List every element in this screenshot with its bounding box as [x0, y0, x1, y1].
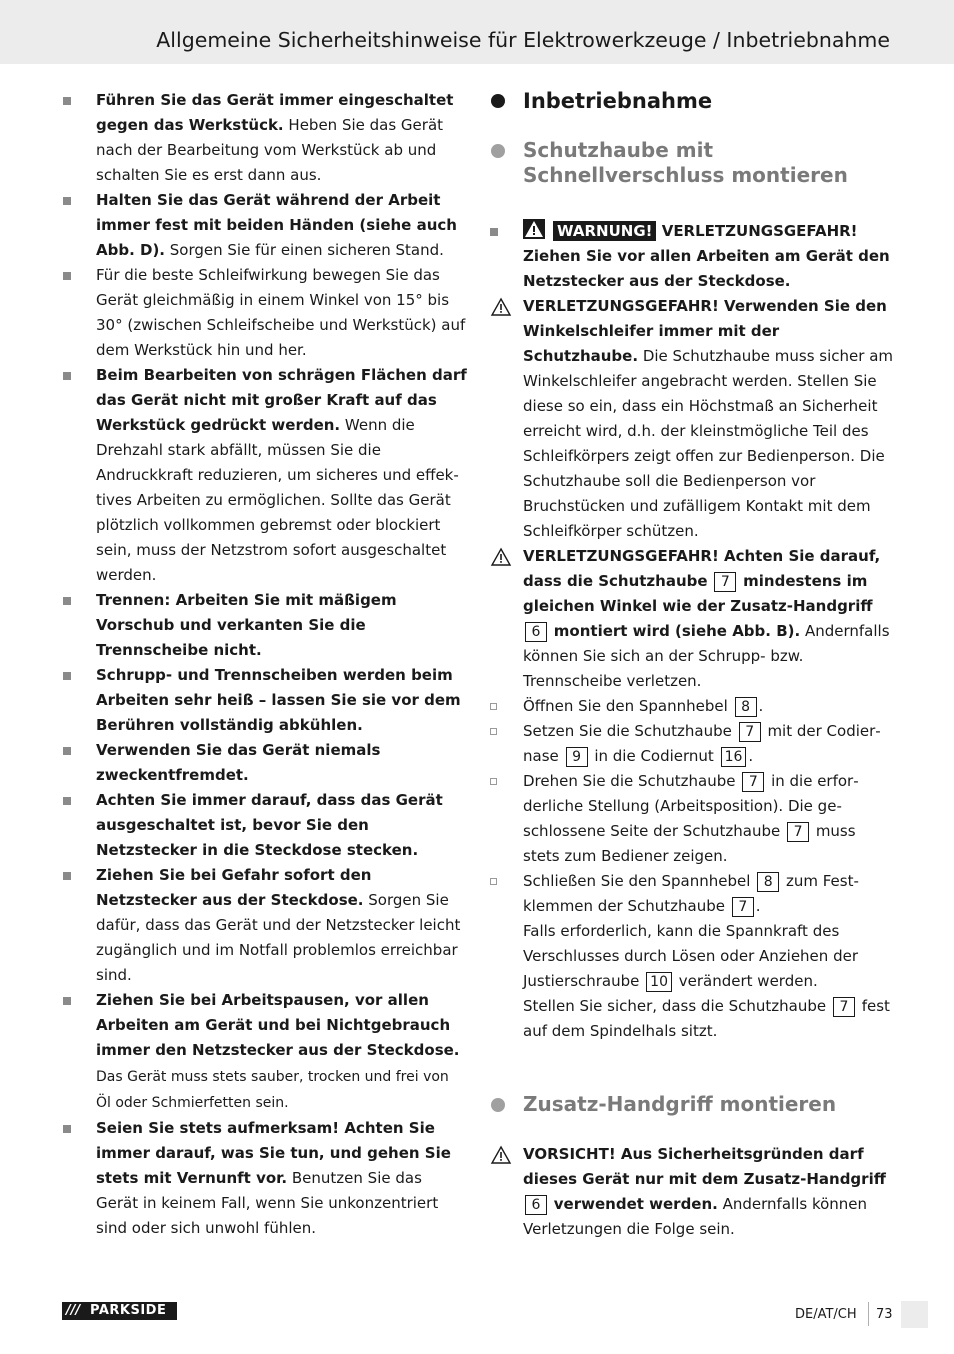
left-column: [63, 88, 468, 1241]
safety-list-item: [63, 788, 468, 863]
item-bold-text: Trennen: Arbeiten Sie mit mäßigem Vorschub und verkanten Sie die Trennscheibe nicht.: [96, 591, 397, 659]
square-bullet: [63, 597, 71, 605]
step-text: zum Festklemmen der Schutzhaube: [523, 872, 859, 915]
section-heading-schutzhaube: [490, 138, 895, 188]
item-text: Heben Sie das Gerät nach der Bearbeitung vom Werkstück ab und schalten Sie es erst dann aus.: [96, 116, 444, 184]
part-ref: 7: [833, 997, 855, 1017]
step-item: [490, 769, 895, 869]
parkside-logo: [62, 1302, 177, 1320]
logo-text: PARKSIDE: [90, 1303, 167, 1318]
item-bold-text: Ziehen Sie bei Arbeitspausen, vor allen Arbeiten am Gerät und bei Nichtgebrauch immer den Netzstecker aus der Steckdose.: [96, 991, 460, 1059]
square-bullet: [63, 872, 71, 880]
item-text: Sorgen Sie dafür, dass das Gerät und der Netzstecker leicht zugänglich und im Notfall problemlos erreichbar sind.: [96, 891, 461, 984]
logo-slashes: ///: [66, 1303, 81, 1318]
part-ref: 9: [566, 747, 588, 767]
warning-text: VERLETZUNGSGEFAHR! Achten Sie darauf, dass die Schutzhaube: [523, 547, 881, 590]
footer-divider: [868, 1302, 869, 1326]
part-ref: 7: [739, 722, 761, 742]
step-item: [490, 869, 895, 1044]
safety-list-item: [63, 663, 468, 738]
page-number: 73: [876, 1307, 893, 1322]
warning-body: Andernfalls können Verletzungen die Folge sein.: [523, 1195, 868, 1238]
square-bullet: [63, 97, 71, 105]
bullet-dot: [491, 144, 505, 158]
safety-list-item: [63, 1116, 468, 1241]
step-text: .: [758, 697, 764, 715]
page-title: Allgemeine Sicherheitshinweise für Elektrowerkzeuge / Inbetriebnahme: [156, 28, 890, 52]
warning-text: VORSICHT! Aus Sicherheitsgründen darf dieses Gerät nur mit dem Zusatz-Handgriff: [523, 1145, 886, 1188]
item-bold-text: Ziehen Sie bei Gefahr sofort den Netzstecker aus der Steckdose.: [96, 866, 372, 909]
safety-list-item: [63, 738, 468, 788]
item-bold-text: Führen Sie das Gerät immer eingeschaltet gegen das Werkstück.: [96, 91, 454, 134]
heading-text: Zusatz-Handgriff montieren: [523, 1092, 837, 1116]
step-text: mit der Codiernase: [523, 722, 881, 765]
warning-body: Andernfalls können Sie sich an der Schrupp- bzw. Trennscheibe verletzen.: [523, 622, 890, 690]
warning-item: [490, 219, 895, 294]
bullet-dot: [491, 94, 505, 108]
safety-list-item: [63, 188, 468, 263]
warning-text: mindestens im gleichen Winkel wie der Zusatz-Handgriff: [523, 572, 873, 615]
item-bold-text: Beim Bearbeiten von schrägen Flächen darf das Gerät nicht mit großer Kraft auf das Werkstück gedrückt werden.: [96, 366, 467, 434]
warning-badge: WARNUNG!: [553, 221, 656, 241]
part-ref: 6: [525, 1195, 547, 1215]
item-text: Sorgen Sie für einen sicheren Stand.: [165, 241, 444, 259]
part-ref: 7: [732, 897, 754, 917]
section-heading-zusatz-handgriff: [490, 1092, 895, 1117]
safety-list-item: [63, 363, 468, 588]
step-text: Falls erforderlich, kann die Spannkraft des Verschlusses durch Lösen oder Anziehen der Justierschraube: [523, 922, 858, 990]
warning-item: [490, 1142, 895, 1242]
warning-triangle-icon: [523, 219, 545, 239]
right-column: [490, 88, 895, 1242]
square-bullet: [63, 197, 71, 205]
step-text: muss stets zum Bediener zeigen.: [523, 822, 856, 865]
safety-list-item: [63, 588, 468, 663]
step-text: .: [748, 747, 754, 765]
warning-text: VERLETZUNGSGEFAHR! Ziehen Sie vor allen Arbeiten am Gerät den Netzstecker aus der Steckdose.: [523, 222, 890, 290]
language-codes: DE/AT/CH: [795, 1307, 857, 1322]
square-bullet: [63, 372, 71, 380]
checkbox-bullet: [490, 703, 497, 710]
item-bold-text: Halten Sie das Gerät während der Arbeit immer fest mit beiden Händen (siehe auch Abb. D).: [96, 191, 457, 259]
square-bullet: [63, 672, 71, 680]
item-text: Wenn die Drehzahl stark abfällt, müssen Sie die Andruckkraft reduzieren, um sicheres und effektives Arbeiten zu ermöglichen. Sollte das Gerät plötzlich vollkommen gebremst oder blockiert sein, muss der Netzstrom sofort ausgeschaltet werden.: [96, 416, 459, 584]
safety-list-item: [63, 88, 468, 188]
step-item: [490, 694, 895, 719]
item-text: Das Gerät muss stets sauber, trocken und frei von Öl oder Schmierfetten sein.: [96, 1069, 449, 1111]
item-text: Für die beste Schleifwirkung bewegen Sie das Gerät gleichmäßig in einem Winkel von 15° bis 30° (zwischen Schleifscheibe und Werkstück) auf dem Werkstück hin und her.: [96, 266, 466, 359]
section-heading-inbetriebnahme: [490, 88, 895, 114]
item-bold-text: Achten Sie immer darauf, dass das Gerät ausgeschaltet ist, bevor Sie den Netzstecker in die Steckdose stecken.: [96, 791, 443, 859]
part-ref: 16: [721, 747, 747, 767]
checkbox-bullet: [490, 878, 497, 885]
step-item: [490, 719, 895, 769]
step-text: verändert werden.: [678, 972, 818, 990]
item-bold-text: Seien Sie stets aufmerksam! Achten Sie immer darauf, was Sie tun, und gehen Sie stets mit Vernunft vor.: [96, 1119, 451, 1187]
part-ref: 8: [735, 697, 757, 717]
warning-triangle-icon: [490, 1145, 512, 1165]
checkbox-bullet: [490, 728, 497, 735]
part-ref: 7: [787, 822, 809, 842]
step-text: Stellen Sie sicher, dass die Schutzhaube: [523, 997, 827, 1015]
warning-text: VERLETZUNGSGEFAHR! Verwenden Sie den Winkelschleifer immer mit der Schutzhaube.: [523, 297, 887, 365]
step-text: Öffnen Sie den Spannhebel: [523, 697, 728, 715]
warning-body: Die Schutzhaube muss sicher am Winkelschleifer angebracht werden. Stellen Sie diese so ein, dass ein Höchstmaß an Sicherheit erreicht wird, d.h. der kleinstmögliche Teil des Schleifkörpers zeigt offen zur Bedienperson. Die Schutzhaube soll die Bedienperson vor Bruchstücken und zufälligem Kontakt mit dem Schleifkörper schützen.: [523, 347, 894, 540]
safety-list-item: [63, 863, 468, 988]
step-text: fest auf dem Spindelhals sitzt.: [523, 997, 890, 1040]
page-header: [0, 0, 954, 64]
square-bullet: [63, 272, 71, 280]
step-text: Schließen Sie den Spannhebel: [523, 872, 751, 890]
item-text: Benutzen Sie das Gerät in keinem Fall, wenn Sie unkonzentriert sind oder sich unwohl fühlen.: [96, 1169, 439, 1237]
square-bullet: [63, 797, 71, 805]
step-text: in die erforderliche Stellung (Arbeitsposition). Die geschlossene Seite der Schutzhaube: [523, 772, 859, 840]
warning-text: montiert wird (siehe Abb. B).: [553, 622, 801, 640]
square-bullet: [63, 997, 71, 1005]
item-bold-text: Verwenden Sie das Gerät niemals zweckentfremdet.: [96, 741, 381, 784]
warning-triangle-icon: [490, 297, 512, 317]
step-text: Drehen Sie die Schutzhaube: [523, 772, 736, 790]
warning-triangle-icon: [490, 547, 512, 567]
warning-item: [490, 294, 895, 544]
square-bullet: [63, 747, 71, 755]
square-bullet: [63, 1125, 71, 1133]
heading-text: Schutzhaube mit Schnellverschluss montieren: [523, 138, 848, 187]
safety-list-item: [63, 263, 468, 363]
step-text: in die Codiernut: [594, 747, 714, 765]
part-ref: 7: [714, 572, 736, 592]
part-ref: 8: [757, 872, 779, 892]
warning-item: [490, 544, 895, 694]
checkbox-bullet: [490, 778, 497, 785]
item-bold-text: Schrupp- und Trennscheiben werden beim Arbeiten sehr heiß – lassen Sie sie vor dem Berühren vollständig abkühlen.: [96, 666, 461, 734]
heading-text: Inbetriebnahme: [523, 89, 713, 113]
step-text: Setzen Sie die Schutzhaube: [523, 722, 732, 740]
part-ref: 6: [525, 622, 547, 642]
warning-text: verwendet werden.: [553, 1195, 718, 1213]
safety-list-item: [63, 988, 468, 1116]
part-ref: 7: [742, 772, 764, 792]
step-text: .: [755, 897, 761, 915]
part-ref: 10: [646, 972, 672, 992]
bullet-dot: [491, 1098, 505, 1112]
square-bullet: [490, 228, 498, 236]
footer-tab-marker: [901, 1301, 928, 1328]
